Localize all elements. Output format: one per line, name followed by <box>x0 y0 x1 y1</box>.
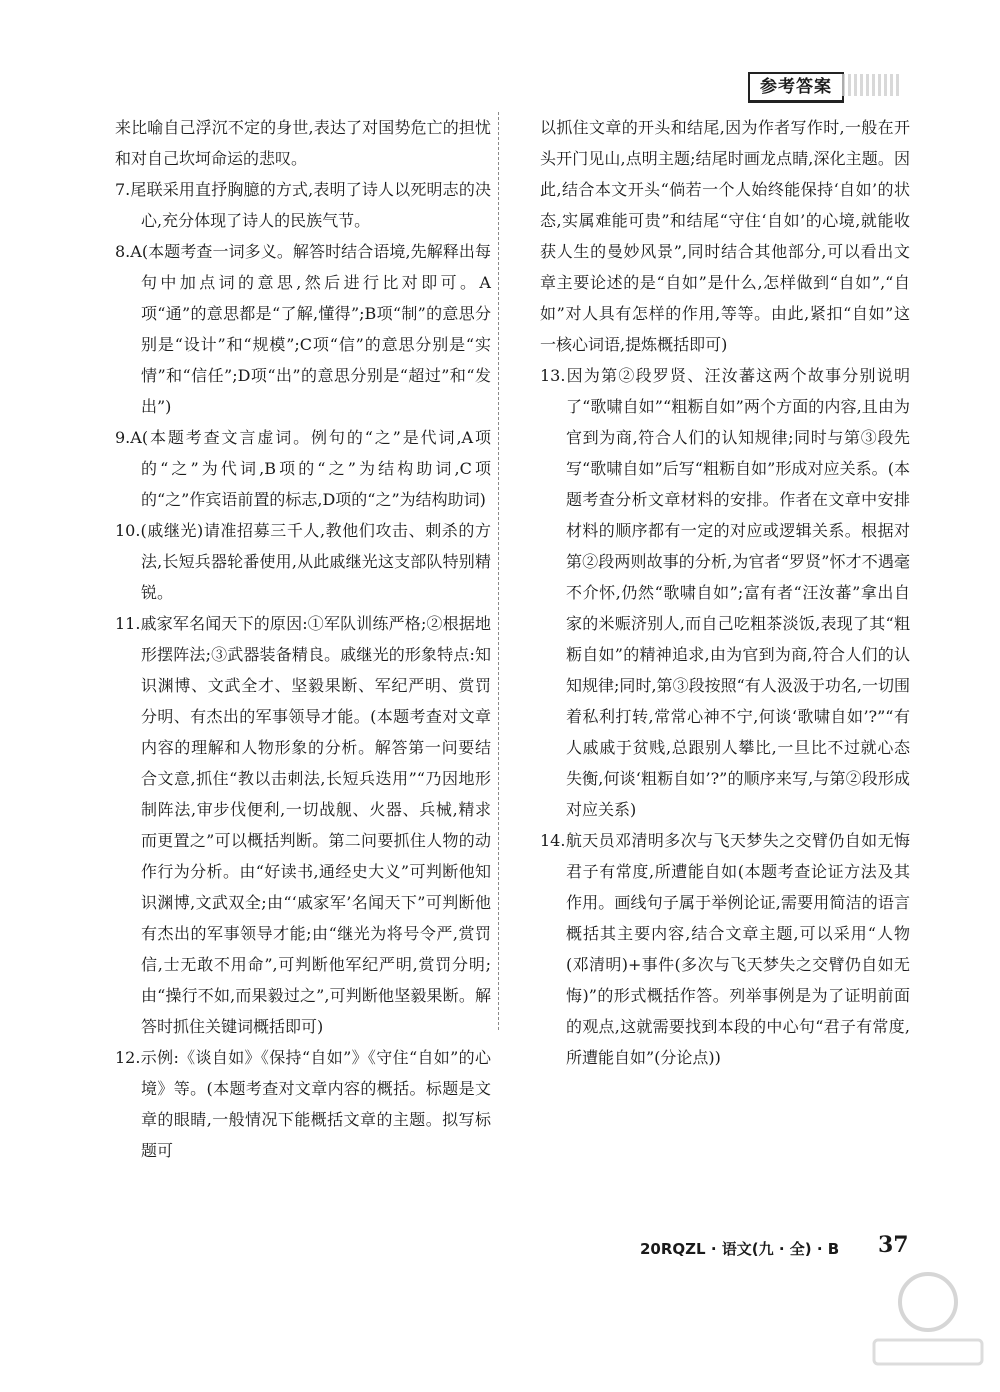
answer-item: 10.(戚继光)请准招募三千人,教他们攻击、刺杀的方法,长短兵器轮番使用,从此戚继光这支部队特别精锐。 <box>115 521 491 602</box>
answer-item: 9.A(本题考查文言虚词。例句的“之”是代词,A项的“之”为代词,B项的“之”为结构助词,C项的“之”作宾语前置的标志,D项的“之”为结构助词) <box>115 428 491 509</box>
right-column <box>540 112 910 1073</box>
footer-book-code: 20RQZL · 语文(九 · 全) · B <box>640 1240 840 1258</box>
section-header-tab: 参考答案 <box>748 72 844 103</box>
answer-item: 13.因为第②段罗贤、汪汝蕃这两个故事分别说明了“歌啸自如”“粗粝自如”两个方面的内容,且由为官到为商,符合人们的认知规律;同时与第③段先写“歌啸自如”后写“粗粝自如”形成对应关系。(本题考查分析文章材料的安排。作者在文章中安排材料的顺序都有一定的对应或逻辑关系。根据对第②段两则故事的分析,为官者“罗贤”怀才不遇毫不介怀,仍然“歌啸自如”;富有者“汪汝蕃”拿出自家的米赈济别人,而自己吃粗茶淡饭,表现了其“粗粝自如”的精神追求,由为官到为商,符合人们的认知规律;同时,第③段按照“有人汲汲于功名,一切围着私利打转,常常心神不宁,何谈‘歌啸自如’?”“有人戚戚于贫贱,总跟别人攀比,一旦比不过就心态失衡,何谈‘粗粝自如’?”的顺序来写,与第②段形成对应关系) <box>540 366 910 819</box>
answer-item: 来比喻自己浮沉不定的身世,表达了对国势危亡的担忧和对自己坎坷命运的悲叹。 <box>115 118 491 168</box>
answer-item: 8.A(本题考查一词多义。解答时结合语境,先解释出每句中加点词的意思,然后进行比对即可。A项“通”的意思都是“了解,懂得”;B项“制”的意思分别是“设计”和“规模”;C项“信”的意思分别是“实情”和“信任”;D项“出”的意思分别是“超过”和“发出”) <box>115 242 491 416</box>
watermark-logo <box>868 1262 988 1372</box>
answer-item: 7.尾联采用直抒胸臆的方式,表明了诗人以死明志的决心,充分体现了诗人的民族气节。 <box>115 180 491 230</box>
answer-item: 14.航天员邓清明多次与飞天梦失之交臂仍自如无悔君子有常度,所遭能自如(本题考查论证方法及其作用。画线句子属于举例论证,需要用简洁的语言概括其主要内容,结合文章主题,可以采用“人物(邓清明)+事件(多次与飞天梦失之交臂仍自如无悔)”的形式概括作答。列举事例是为了证明前面的观点,这就需要找到本段的中心句“君子有常度,所遭能自如”(分论点)) <box>540 831 910 1067</box>
column-divider <box>498 112 499 1030</box>
answer-item: 12.示例:《谈自如》《保持“自如”》《守住“自如”的心境》等。(本题考查对文章内容的概括。标题是文章的眼睛,一般情况下能概括文章的主题。拟写标题可 <box>115 1048 491 1160</box>
header-decoration <box>842 74 902 96</box>
page-number: 37 <box>878 1232 909 1258</box>
left-column <box>115 112 491 1166</box>
answer-item: 11.戚家军名闻天下的原因:①军队训练严格;②根据地形摆阵法;③武器装备精良。戚继光的形象特点:知识渊博、文武全才、坚毅果断、军纪严明、赏罚分明、有杰出的军事领导才能。(本题考查对文章内容的理解和人物形象的分析。解答第一问要结合文意,抓住“教以击刺法,长短兵迭用”“乃因地形制阵法,审步伐便利,一切战舰、火器、兵械,精求而更置之”可以概括判断。第二问要抓住人物的动作行为分析。由“好读书,通经史大义”可判断他知识渊博,文武双全;由“‘戚家军’名闻天下”可判断他有杰出的军事领导才能;由“继光为将号令严,赏罚信,士无敢不用命”,可判断他军纪严明,赏罚分明;由“操行不如,而果毅过之”,可判断他坚毅果断。解答时抓住关键词概括即可) <box>115 614 491 1036</box>
answer-item: 以抓住文章的开头和结尾,因为作者写作时,一般在开头开门见山,点明主题;结尾时画龙点睛,深化主题。因此,结合本文开头“倘若一个人始终能保持‘自如’的状态,实属难能可贵”和结尾“守住‘自如’的心境,就能收获人生的曼妙风景”,同时结合其他部分,可以看出文章主要论述的是“自如”是什么,怎样做到“自如”,“自如”对人具有怎样的作用,等等。由此,紧扣“自如”这一核心词语,提炼概括即可) <box>540 118 910 354</box>
